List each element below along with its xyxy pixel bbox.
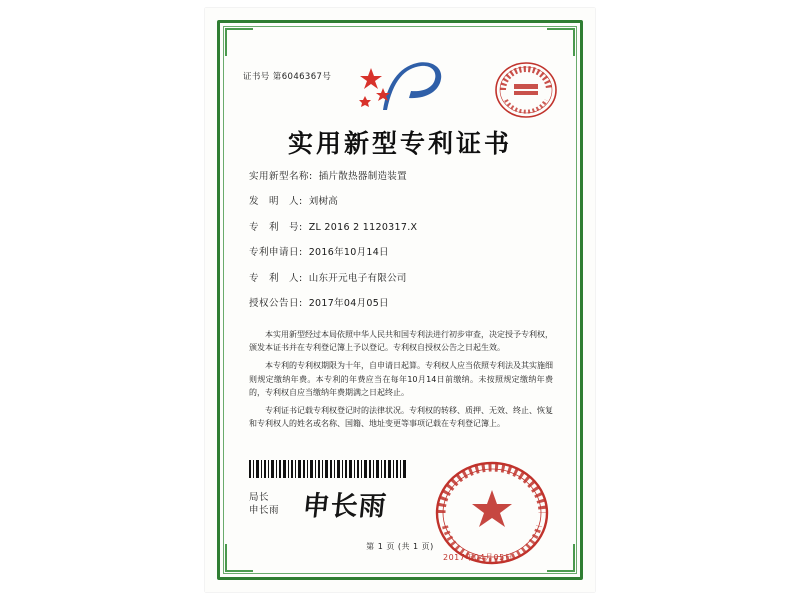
agency-seal-stamp: [493, 60, 559, 120]
certificate-content: [237, 40, 563, 560]
field-value: 插片散热器制造装置: [318, 171, 407, 182]
field-label: 专 利 号:: [249, 221, 303, 233]
patent-certificate: [205, 8, 595, 592]
signature-block: [249, 492, 279, 518]
field-label: 发 明 人:: [249, 196, 303, 208]
field-value: ZL 2016 2 1120317.X: [308, 221, 418, 233]
signature-name-label: 申长雨: [249, 504, 280, 516]
field-value: 刘树高: [308, 196, 339, 208]
barcode: [249, 460, 409, 478]
certificate-number: 证书号 第6046367号: [243, 72, 332, 82]
paragraph-1: 本实用新型经过本局依照中华人民共和国专利法进行初步审查，决定授予专利权，颁发本证书并在专利登记簿上予以登记。专利权自授权公告之日起生效。: [249, 330, 553, 353]
page-footer: 第 1 页 (共 1 页): [366, 542, 434, 551]
field-row-utility-model-name: [249, 172, 553, 182]
field-label: 专利申请日:: [249, 247, 303, 259]
legal-body-text: [249, 328, 553, 435]
paragraph-2: 本专利的专利权期限为十年，自申请日起算。专利权人应当依照专利法及其实施细则规定缴纳年费。本专利的年费应当在每年10月14日前缴纳。未按照规定缴纳年费的，专利权自应当缴纳年费期满之日起终止。: [249, 361, 553, 397]
page-title: 实用新型专利证书: [287, 129, 512, 158]
paragraph-3: 专利证书记载专利权登记时的法律状况。专利权的转移、质押、无效、终止、恢复和专利权人的姓名或名称、国籍、地址变更等事项记载在专利登记簿上。: [249, 405, 553, 429]
cnipa-logo-icon: [357, 62, 443, 114]
field-label: 专 利 人:: [249, 272, 303, 284]
field-value: 2016年10月14日: [308, 247, 389, 259]
field-label: 实用新型名称:: [249, 171, 313, 182]
field-row-patentee: [249, 274, 553, 284]
seal-date: 2017年04月05日: [443, 553, 514, 562]
field-row-patent-number: [249, 223, 553, 233]
field-row-application-date: [249, 248, 553, 258]
field-row-grant-date: [249, 299, 553, 309]
field-value: 2017年04月05日: [308, 298, 389, 310]
field-label: 授权公告日:: [249, 298, 303, 310]
handwritten-signature: 申长雨: [301, 491, 389, 522]
field-value: 山东开元电子有限公司: [308, 272, 407, 284]
signature-role-label: 局长: [249, 492, 270, 503]
field-row-inventor: [249, 197, 553, 207]
field-list: [249, 172, 553, 325]
